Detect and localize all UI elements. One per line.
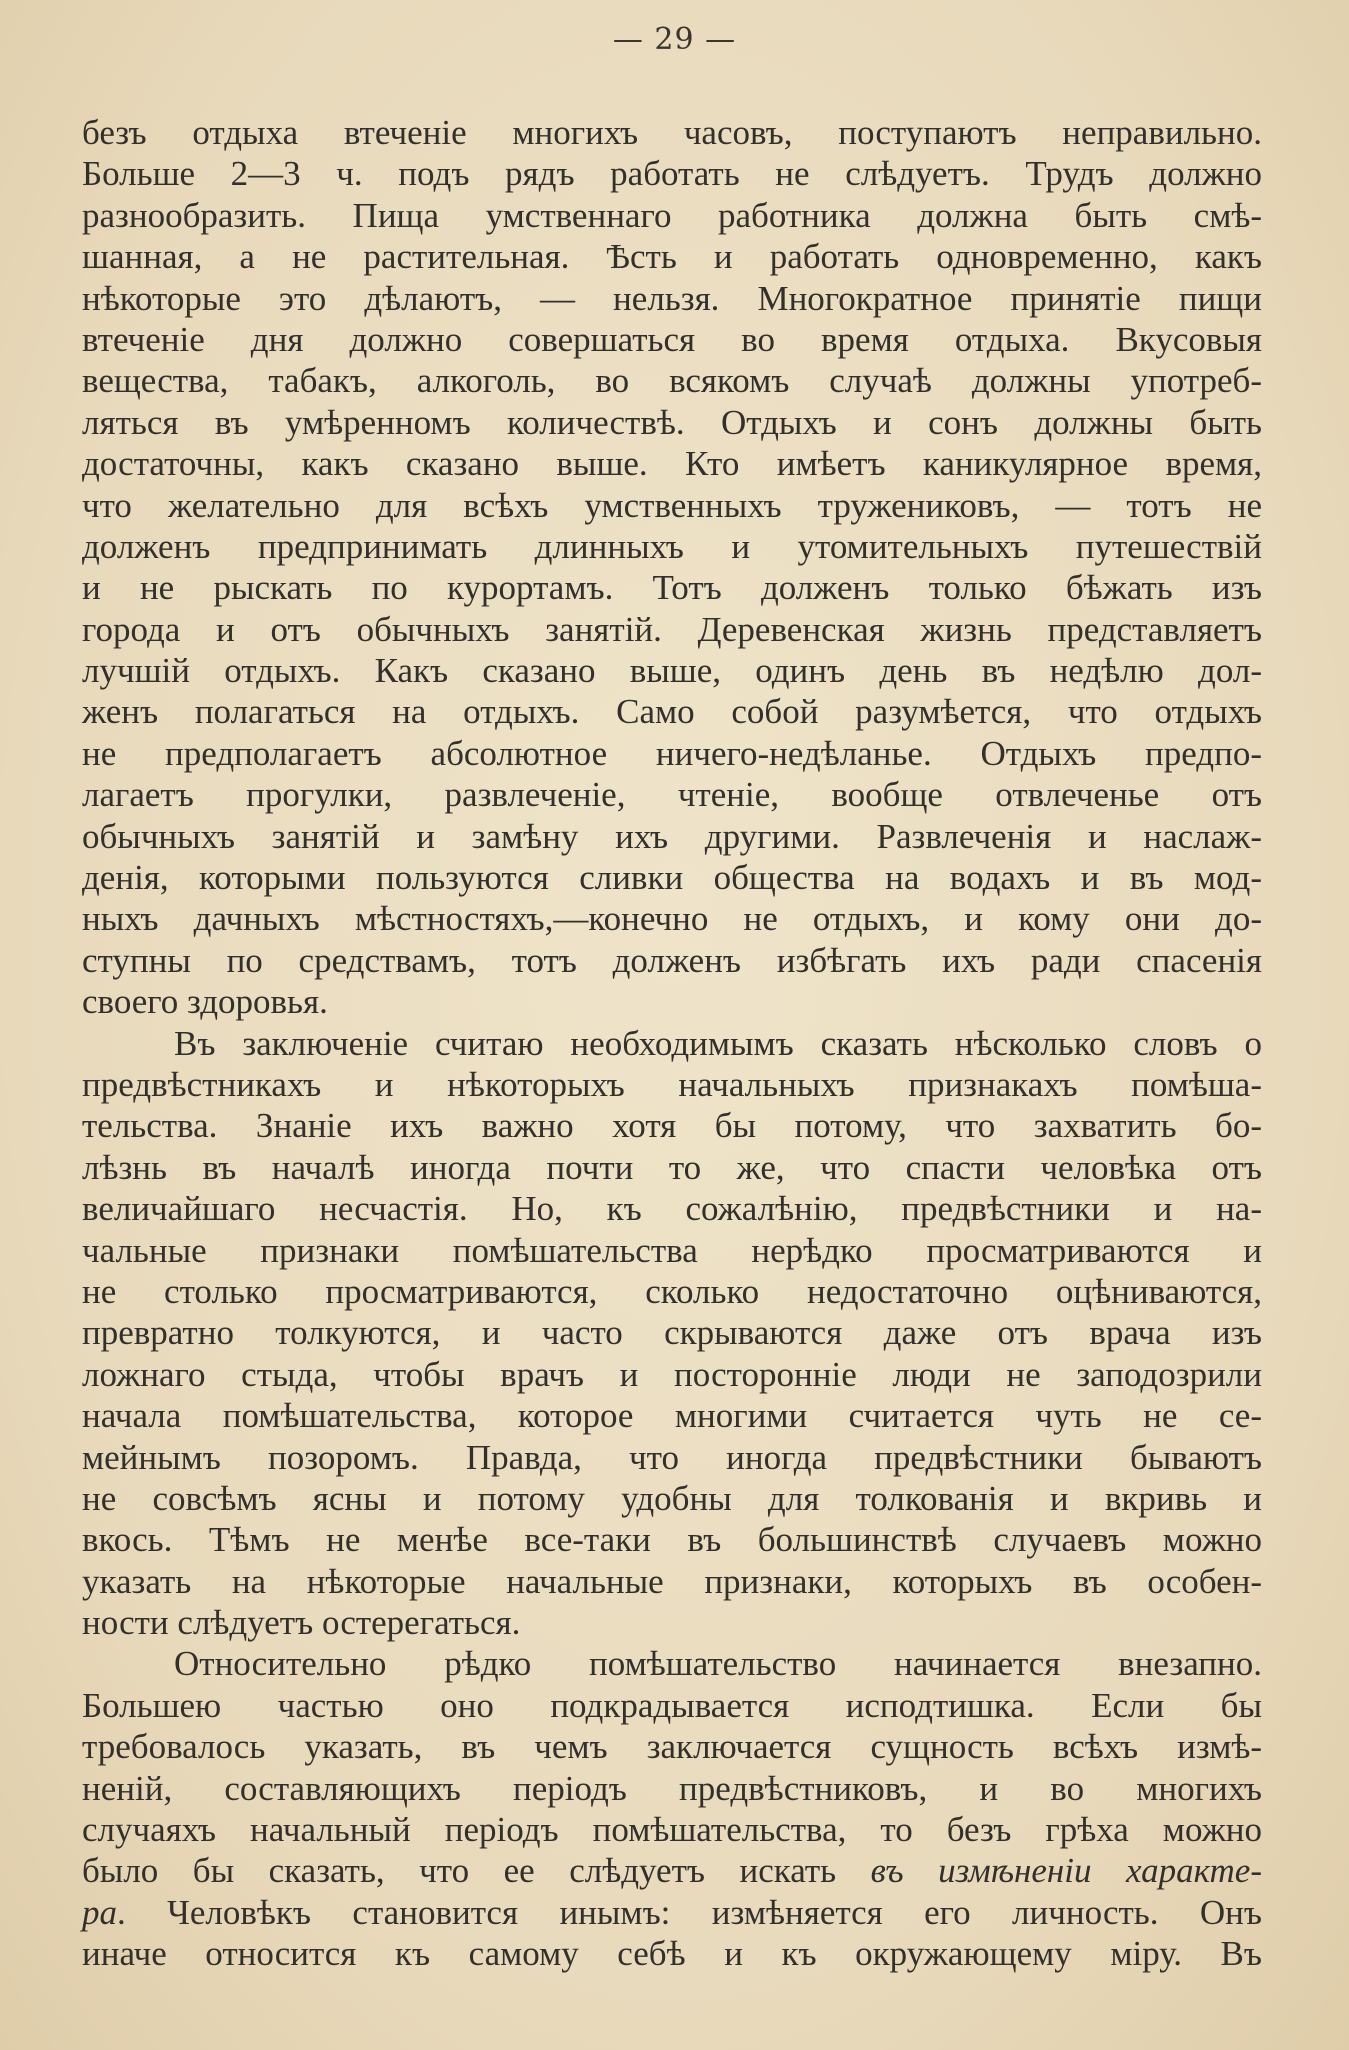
text-segment: вкось. Тѣмъ не менѣе все-таки въ большинствѣ случаевъ можно <box>82 1520 1262 1560</box>
text-segment: достаточны, какъ сказано выше. Кто имѣетъ каникулярное время, <box>82 444 1262 484</box>
text-segment: Въ заключеніе считаю необходимымъ сказать нѣсколько словъ о <box>174 1023 1262 1063</box>
text-line <box>82 1105 1262 1146</box>
emphasized-text: въ измѣненіи характе- <box>870 1851 1262 1891</box>
text-line <box>82 650 1262 691</box>
text-line <box>82 112 1262 153</box>
text-line <box>82 1312 1262 1353</box>
text-line <box>82 1023 1262 1064</box>
text-segment: долженъ предпринимать длинныхъ и утомительныхъ путешествій <box>82 526 1262 566</box>
text-segment: ступны по средствамъ, тотъ долженъ избѣгать ихъ ради спасенія <box>82 940 1262 980</box>
text-segment: мейнымъ позоромъ. Правда, что иногда предвѣстники бываютъ <box>82 1437 1262 1477</box>
text-segment: безъ отдыха втеченіе многихъ часовъ, поступаютъ неправильно. <box>82 113 1262 152</box>
text-segment: Большею частью оно подкрадывается исподтишка. Если бы <box>82 1685 1262 1725</box>
text-line <box>82 1188 1262 1229</box>
text-segment: ложнаго стыда, чтобы врачъ и посторонніе люди не заподозрили <box>82 1354 1262 1394</box>
text-segment: Относительно рѣдко помѣшательство начинается внезапно. <box>174 1644 1262 1684</box>
text-line <box>82 1768 1262 1809</box>
text-segment: не предполагаетъ абсолютное ничего-недѣланье. Отдыхъ предпо- <box>82 733 1262 773</box>
text-segment: города и отъ обычныхъ занятій. Деревенская жизнь представляетъ <box>82 609 1262 649</box>
text-segment: вещества, табакъ, алкоголь, во всякомъ случаѣ должны употреб- <box>82 361 1262 401</box>
text-segment: превратно толкуются, и часто скрываются даже отъ врача изъ <box>82 1313 1262 1353</box>
text-line <box>82 278 1262 319</box>
text-line <box>82 485 1262 526</box>
page-number: — 29 — <box>612 22 737 57</box>
text-segment: шанная, а не растительная. Ѣсть и работать одновременно, какъ <box>82 237 1262 277</box>
text-segment: лагаетъ прогулки, развлеченіе, чтеніе, вообще отвлеченье отъ <box>82 775 1262 815</box>
text-segment: не столько просматриваются, сколько недостаточно оцѣниваются, <box>82 1271 1262 1311</box>
text-line <box>82 1147 1262 1188</box>
text-line <box>82 1437 1262 1478</box>
text-segment: тельства. Знаніе ихъ важно хотя бы потому, что захватить бо- <box>82 1106 1262 1146</box>
text-line <box>82 1643 1262 1684</box>
text-line <box>82 1726 1262 1767</box>
text-segment: нѣкоторые это дѣлаютъ, — нельзя. Многократное принятіе пищи <box>82 278 1262 318</box>
text-line <box>82 153 1262 194</box>
text-segment: предвѣстникахъ и нѣкоторыхъ начальныхъ признакахъ помѣша- <box>82 1064 1262 1104</box>
text-segment: лѣзнь въ началѣ иногда почти то же, что спасти человѣка отъ <box>82 1147 1262 1187</box>
text-line <box>82 1230 1262 1271</box>
text-segment: чальные признаки помѣшательства нерѣдко просматриваются и <box>82 1230 1262 1270</box>
text-line <box>82 898 1262 939</box>
text-line <box>82 402 1262 443</box>
text-line <box>82 981 1262 1022</box>
text-line <box>82 526 1262 567</box>
text-line <box>82 1519 1262 1560</box>
text-segment: втеченіе дня должно совершаться во время отдыха. Вкусовыя <box>82 319 1262 359</box>
text-segment: обычныхъ занятій и замѣну ихъ другими. Развлеченія и наслаж- <box>82 816 1262 856</box>
text-segment: начала помѣшательства, которое многими считается чуть не се- <box>82 1396 1262 1436</box>
text-segment: ности слѣдуетъ остерегаться. <box>82 1603 521 1643</box>
text-line <box>82 236 1262 277</box>
text-line <box>82 319 1262 360</box>
text-segment: неній, составляющихъ періодъ предвѣстниковъ, и во многихъ <box>82 1768 1262 1808</box>
text-segment: что желательно для всѣхъ умственныхъ тружениковъ, — тотъ не <box>82 485 1262 525</box>
emphasized-text: ра <box>82 1892 117 1932</box>
text-segment: было бы сказать, что ее слѣдуетъ искать <box>82 1851 871 1891</box>
text-line <box>82 1271 1262 1312</box>
text-segment: не совсѣмъ ясны и потому удобны для толкованія и вкривь и <box>82 1478 1262 1518</box>
text-segment: иначе относится къ самому себѣ и къ окружающему міру. Въ <box>82 1934 1262 1974</box>
text-line <box>82 733 1262 774</box>
text-segment: своего здоровья. <box>82 982 328 1022</box>
text-segment: указать на нѣкоторые начальные признаки, которыхъ въ особен- <box>82 1561 1262 1601</box>
text-line <box>82 1892 1262 1933</box>
text-line <box>82 1933 1262 1974</box>
text-line <box>82 1395 1262 1436</box>
text-segment: разнообразить. Пища умственнаго работника должна быть смѣ- <box>82 195 1262 235</box>
text-line <box>82 857 1262 898</box>
text-segment: ныхъ дачныхъ мѣстностяхъ,—конечно не отдыхъ, и кому они до- <box>82 899 1262 939</box>
text-line <box>82 443 1262 484</box>
body-text <box>82 112 1262 1975</box>
text-segment: Больше 2—3 ч. подъ рядъ работать не слѣдуетъ. Трудъ должно <box>82 154 1262 194</box>
text-line <box>82 1354 1262 1395</box>
text-line <box>82 567 1262 608</box>
text-segment: ляться въ умѣренномъ количествѣ. Отдыхъ и сонъ должны быть <box>82 402 1262 442</box>
text-line <box>82 816 1262 857</box>
text-line <box>82 940 1262 981</box>
text-segment: женъ полагаться на отдыхъ. Само собой разумѣется, что отдыхъ <box>82 692 1262 732</box>
text-line <box>82 195 1262 236</box>
text-segment: случаяхъ начальный періодъ помѣшательства, то безъ грѣха можно <box>82 1810 1262 1850</box>
text-line <box>82 691 1262 732</box>
text-line <box>82 1685 1262 1726</box>
text-line <box>82 1064 1262 1105</box>
text-line <box>82 1850 1262 1891</box>
text-segment: и не рыскать по курортамъ. Тотъ долженъ только бѣжать изъ <box>82 568 1262 608</box>
text-segment: . Человѣкъ становится инымъ: измѣняется его личность. Онъ <box>117 1892 1262 1932</box>
text-segment: лучшій отдыхъ. Какъ сказано выше, одинъ день въ недѣлю дол- <box>82 651 1262 691</box>
text-line <box>82 774 1262 815</box>
text-line <box>82 1478 1262 1519</box>
text-line <box>82 1561 1262 1602</box>
text-line <box>82 360 1262 401</box>
text-segment: величайшаго несчастія. Но, къ сожалѣнію, предвѣстники и на- <box>82 1189 1262 1229</box>
text-line <box>82 609 1262 650</box>
text-line <box>82 1809 1262 1850</box>
text-segment: денія, которыми пользуются сливки общества на водахъ и въ мод- <box>82 858 1262 898</box>
text-segment: требовалось указать, въ чемъ заключается сущность всѣхъ измѣ- <box>82 1727 1262 1767</box>
text-line <box>82 1602 1262 1643</box>
